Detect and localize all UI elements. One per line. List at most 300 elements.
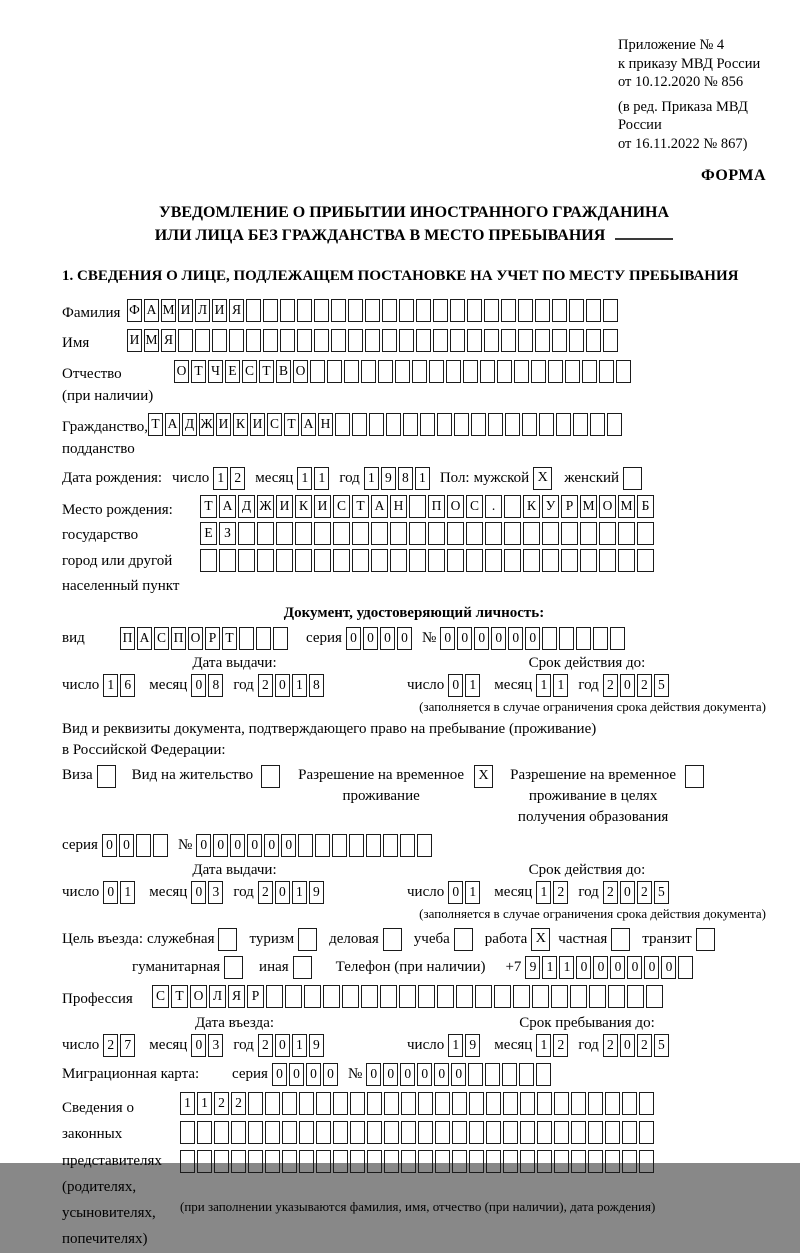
char-box[interactable] — [315, 834, 330, 857]
char-box[interactable]: 8 — [208, 674, 223, 697]
goal-humanitarian-checkbox[interactable] — [224, 956, 243, 979]
char-box[interactable] — [505, 413, 520, 436]
char-box[interactable] — [467, 299, 482, 322]
char-box[interactable]: А — [219, 495, 236, 518]
char-box[interactable] — [475, 985, 492, 1008]
char-box[interactable] — [365, 329, 380, 352]
char-box[interactable]: 1 — [553, 674, 568, 697]
goal-study-checkbox[interactable] — [454, 928, 473, 951]
char-box[interactable]: Т — [352, 495, 369, 518]
char-box[interactable] — [616, 360, 631, 383]
char-box[interactable]: 2 — [258, 1034, 273, 1057]
char-box[interactable] — [607, 413, 622, 436]
char-box[interactable] — [348, 299, 363, 322]
char-box[interactable] — [314, 522, 331, 545]
char-box[interactable]: 2 — [603, 881, 618, 904]
char-box[interactable]: 0 — [508, 627, 523, 650]
char-box[interactable] — [231, 1121, 246, 1144]
char-box[interactable]: 9 — [525, 956, 540, 979]
char-box[interactable]: 1 — [542, 956, 557, 979]
char-box[interactable]: 2 — [553, 881, 568, 904]
char-box[interactable] — [390, 522, 407, 545]
char-box[interactable] — [450, 329, 465, 352]
char-box[interactable] — [282, 1092, 297, 1115]
char-box[interactable] — [212, 329, 227, 352]
char-box[interactable]: 6 — [120, 674, 135, 697]
char-box[interactable]: 0 — [102, 834, 117, 857]
char-box[interactable] — [437, 985, 454, 1008]
char-box[interactable] — [504, 549, 521, 572]
char-box[interactable]: 0 — [383, 1063, 398, 1086]
char-box[interactable] — [333, 522, 350, 545]
char-box[interactable] — [316, 1092, 331, 1115]
char-box[interactable] — [593, 627, 608, 650]
char-box[interactable] — [371, 549, 388, 572]
char-box[interactable] — [501, 329, 516, 352]
char-box[interactable] — [542, 627, 557, 650]
char-box[interactable] — [214, 1121, 229, 1144]
char-box[interactable] — [276, 522, 293, 545]
temp-permit-checkbox[interactable]: X — [474, 765, 493, 788]
char-box[interactable]: 0 — [380, 627, 395, 650]
char-box[interactable]: 0 — [620, 1034, 635, 1057]
char-box[interactable] — [622, 1150, 637, 1173]
char-box[interactable] — [214, 1150, 229, 1173]
char-box[interactable]: 0 — [593, 956, 608, 979]
char-box[interactable] — [552, 299, 567, 322]
char-box[interactable]: 0 — [281, 834, 296, 857]
char-box[interactable]: 0 — [644, 956, 659, 979]
char-box[interactable] — [256, 627, 271, 650]
char-box[interactable] — [484, 299, 499, 322]
char-box[interactable]: О — [447, 495, 464, 518]
char-box[interactable]: 1 — [314, 467, 329, 490]
char-box[interactable]: 3 — [208, 881, 223, 904]
char-box[interactable]: 0 — [346, 627, 361, 650]
char-box[interactable] — [257, 549, 274, 572]
char-box[interactable]: 2 — [637, 674, 652, 697]
char-box[interactable]: 1 — [120, 881, 135, 904]
char-box[interactable] — [409, 495, 426, 518]
char-box[interactable] — [333, 1150, 348, 1173]
char-box[interactable] — [418, 985, 435, 1008]
char-box[interactable]: 2 — [603, 1034, 618, 1057]
char-box[interactable]: С — [154, 627, 169, 650]
char-box[interactable]: 0 — [196, 834, 211, 857]
char-box[interactable] — [246, 329, 261, 352]
char-box[interactable]: 5 — [654, 674, 669, 697]
char-box[interactable] — [627, 985, 644, 1008]
char-box[interactable]: Т — [284, 413, 299, 436]
char-box[interactable] — [488, 413, 503, 436]
char-box[interactable]: 2 — [258, 674, 273, 697]
char-box[interactable] — [361, 360, 376, 383]
char-box[interactable] — [314, 549, 331, 572]
char-box[interactable] — [520, 1150, 535, 1173]
char-box[interactable] — [295, 522, 312, 545]
char-box[interactable]: К — [233, 413, 248, 436]
char-box[interactable] — [522, 413, 537, 436]
char-box[interactable] — [589, 985, 606, 1008]
char-box[interactable] — [485, 522, 502, 545]
char-box[interactable] — [484, 329, 499, 352]
char-box[interactable] — [503, 1092, 518, 1115]
char-box[interactable] — [200, 549, 217, 572]
char-box[interactable] — [350, 1150, 365, 1173]
char-box[interactable] — [565, 360, 580, 383]
char-box[interactable] — [570, 985, 587, 1008]
char-box[interactable] — [468, 1063, 483, 1086]
char-box[interactable]: Е — [200, 522, 217, 545]
char-box[interactable] — [554, 1121, 569, 1144]
char-box[interactable]: 0 — [275, 881, 290, 904]
char-box[interactable] — [437, 413, 452, 436]
char-box[interactable]: 5 — [654, 1034, 669, 1057]
char-box[interactable] — [299, 1150, 314, 1173]
char-box[interactable] — [239, 627, 254, 650]
char-box[interactable]: 2 — [637, 1034, 652, 1057]
char-box[interactable]: М — [580, 495, 597, 518]
char-box[interactable] — [537, 1121, 552, 1144]
char-box[interactable]: С — [267, 413, 282, 436]
char-box[interactable] — [331, 329, 346, 352]
char-box[interactable] — [401, 1121, 416, 1144]
char-box[interactable] — [361, 985, 378, 1008]
char-box[interactable]: 1 — [465, 674, 480, 697]
char-box[interactable]: И — [314, 495, 331, 518]
char-box[interactable] — [265, 1150, 280, 1173]
char-box[interactable] — [501, 299, 516, 322]
char-box[interactable]: 2 — [231, 1092, 246, 1115]
char-box[interactable] — [536, 1063, 551, 1086]
char-box[interactable] — [367, 1092, 382, 1115]
char-box[interactable]: 1 — [448, 1034, 463, 1057]
char-box[interactable] — [446, 360, 461, 383]
char-box[interactable]: 9 — [465, 1034, 480, 1057]
char-box[interactable] — [467, 329, 482, 352]
char-box[interactable]: А — [371, 495, 388, 518]
char-box[interactable] — [580, 549, 597, 572]
char-box[interactable]: Ж — [257, 495, 274, 518]
char-box[interactable] — [535, 329, 550, 352]
char-box[interactable] — [412, 360, 427, 383]
goal-private-checkbox[interactable] — [611, 928, 630, 951]
residence-permit-checkbox[interactable] — [261, 765, 280, 788]
char-box[interactable]: 0 — [191, 881, 206, 904]
char-box[interactable] — [610, 627, 625, 650]
char-box[interactable]: З — [219, 522, 236, 545]
char-box[interactable] — [535, 299, 550, 322]
char-box[interactable] — [263, 299, 278, 322]
char-box[interactable] — [231, 1150, 246, 1173]
char-box[interactable]: 0 — [440, 627, 455, 650]
char-box[interactable] — [561, 522, 578, 545]
char-box[interactable] — [367, 1150, 382, 1173]
char-box[interactable] — [280, 299, 295, 322]
char-box[interactable] — [523, 549, 540, 572]
char-box[interactable]: 0 — [247, 834, 262, 857]
char-box[interactable] — [352, 549, 369, 572]
char-box[interactable] — [559, 627, 574, 650]
char-box[interactable] — [297, 329, 312, 352]
char-box[interactable] — [456, 985, 473, 1008]
char-box[interactable]: Р — [561, 495, 578, 518]
char-box[interactable] — [480, 360, 495, 383]
char-box[interactable] — [599, 549, 616, 572]
char-box[interactable] — [420, 413, 435, 436]
char-box[interactable] — [435, 1121, 450, 1144]
char-box[interactable] — [502, 1063, 517, 1086]
char-box[interactable] — [238, 549, 255, 572]
char-box[interactable] — [248, 1150, 263, 1173]
char-box[interactable]: Р — [205, 627, 220, 650]
char-box[interactable] — [573, 413, 588, 436]
char-box[interactable]: 9 — [381, 467, 396, 490]
char-box[interactable]: 0 — [191, 674, 206, 697]
char-box[interactable] — [265, 1121, 280, 1144]
char-box[interactable] — [618, 549, 635, 572]
char-box[interactable] — [417, 834, 432, 857]
char-box[interactable] — [384, 1150, 399, 1173]
char-box[interactable]: 9 — [309, 881, 324, 904]
char-box[interactable] — [447, 522, 464, 545]
char-box[interactable] — [463, 360, 478, 383]
char-box[interactable] — [603, 299, 618, 322]
char-box[interactable] — [486, 1150, 501, 1173]
char-box[interactable] — [386, 413, 401, 436]
char-box[interactable]: 1 — [536, 881, 551, 904]
char-box[interactable] — [514, 360, 529, 383]
char-box[interactable]: 0 — [366, 1063, 381, 1086]
char-box[interactable]: С — [152, 985, 169, 1008]
char-box[interactable] — [554, 1150, 569, 1173]
char-box[interactable]: П — [120, 627, 135, 650]
char-box[interactable]: 5 — [654, 881, 669, 904]
char-box[interactable] — [316, 1150, 331, 1173]
char-box[interactable] — [537, 1150, 552, 1173]
char-box[interactable] — [401, 1092, 416, 1115]
char-box[interactable] — [435, 1150, 450, 1173]
char-box[interactable]: Я — [229, 299, 244, 322]
char-box[interactable] — [454, 413, 469, 436]
goal-business-checkbox[interactable] — [383, 928, 402, 951]
char-box[interactable] — [586, 329, 601, 352]
char-box[interactable]: 0 — [191, 1034, 206, 1057]
char-box[interactable] — [466, 522, 483, 545]
char-box[interactable]: 2 — [258, 881, 273, 904]
char-box[interactable] — [519, 1063, 534, 1086]
char-box[interactable] — [418, 1121, 433, 1144]
sex-male-checkbox[interactable]: X — [533, 467, 552, 490]
char-box[interactable] — [532, 985, 549, 1008]
char-box[interactable] — [471, 413, 486, 436]
char-box[interactable]: И — [178, 299, 193, 322]
char-box[interactable] — [433, 299, 448, 322]
char-box[interactable]: О — [188, 627, 203, 650]
char-box[interactable] — [265, 1092, 280, 1115]
char-box[interactable] — [333, 1092, 348, 1115]
char-box[interactable]: 0 — [661, 956, 676, 979]
char-box[interactable] — [418, 1092, 433, 1115]
char-box[interactable]: 8 — [398, 467, 413, 490]
sex-female-checkbox[interactable] — [623, 467, 642, 490]
char-box[interactable] — [298, 834, 313, 857]
char-box[interactable]: 3 — [208, 1034, 223, 1057]
char-box[interactable] — [390, 549, 407, 572]
char-box[interactable]: 0 — [610, 956, 625, 979]
char-box[interactable] — [452, 1150, 467, 1173]
char-box[interactable] — [400, 834, 415, 857]
char-box[interactable] — [599, 360, 614, 383]
char-box[interactable] — [369, 413, 384, 436]
char-box[interactable] — [248, 1092, 263, 1115]
char-box[interactable] — [382, 329, 397, 352]
char-box[interactable]: 0 — [119, 834, 134, 857]
char-box[interactable]: И — [212, 299, 227, 322]
char-box[interactable]: . — [485, 495, 502, 518]
char-box[interactable] — [469, 1121, 484, 1144]
char-box[interactable] — [136, 834, 151, 857]
char-box[interactable] — [180, 1121, 195, 1144]
char-box[interactable] — [452, 1092, 467, 1115]
char-box[interactable] — [342, 985, 359, 1008]
char-box[interactable]: П — [428, 495, 445, 518]
char-box[interactable] — [333, 1121, 348, 1144]
char-box[interactable] — [678, 956, 693, 979]
char-box[interactable] — [542, 549, 559, 572]
char-box[interactable] — [618, 522, 635, 545]
char-box[interactable]: 0 — [306, 1063, 321, 1086]
char-box[interactable] — [416, 299, 431, 322]
char-box[interactable] — [561, 549, 578, 572]
char-box[interactable]: 0 — [264, 834, 279, 857]
char-box[interactable] — [246, 299, 261, 322]
char-box[interactable] — [384, 1121, 399, 1144]
char-box[interactable]: 2 — [603, 674, 618, 697]
char-box[interactable]: 0 — [620, 881, 635, 904]
char-box[interactable]: 0 — [230, 834, 245, 857]
char-box[interactable]: 0 — [103, 881, 118, 904]
char-box[interactable] — [590, 413, 605, 436]
char-box[interactable]: Я — [228, 985, 245, 1008]
char-box[interactable] — [378, 360, 393, 383]
char-box[interactable]: К — [523, 495, 540, 518]
title-blank-line[interactable] — [615, 226, 673, 240]
char-box[interactable] — [588, 1150, 603, 1173]
char-box[interactable] — [428, 549, 445, 572]
char-box[interactable] — [497, 360, 512, 383]
goal-tourism-checkbox[interactable] — [298, 928, 317, 951]
char-box[interactable]: Б — [637, 495, 654, 518]
char-box[interactable] — [219, 549, 236, 572]
char-box[interactable]: 1 — [297, 467, 312, 490]
char-box[interactable]: В — [276, 360, 291, 383]
char-box[interactable] — [297, 299, 312, 322]
goal-other-checkbox[interactable] — [293, 956, 312, 979]
char-box[interactable] — [349, 834, 364, 857]
char-box[interactable]: 1 — [465, 881, 480, 904]
char-box[interactable] — [504, 522, 521, 545]
char-box[interactable]: 1 — [415, 467, 430, 490]
char-box[interactable]: 1 — [536, 1034, 551, 1057]
char-box[interactable] — [299, 1121, 314, 1144]
char-box[interactable]: 1 — [197, 1092, 212, 1115]
char-box[interactable] — [273, 627, 288, 650]
char-box[interactable]: И — [276, 495, 293, 518]
char-box[interactable]: Н — [390, 495, 407, 518]
char-box[interactable]: И — [216, 413, 231, 436]
char-box[interactable] — [433, 329, 448, 352]
char-box[interactable] — [384, 1092, 399, 1115]
char-box[interactable]: И — [250, 413, 265, 436]
char-box[interactable] — [551, 985, 568, 1008]
char-box[interactable] — [504, 495, 521, 518]
char-box[interactable] — [447, 549, 464, 572]
char-box[interactable] — [503, 1150, 518, 1173]
char-box[interactable]: 0 — [576, 956, 591, 979]
char-box[interactable]: Т — [200, 495, 217, 518]
char-box[interactable] — [403, 413, 418, 436]
char-box[interactable] — [295, 549, 312, 572]
char-box[interactable]: М — [161, 299, 176, 322]
char-box[interactable] — [352, 413, 367, 436]
char-box[interactable] — [552, 329, 567, 352]
char-box[interactable]: 0 — [363, 627, 378, 650]
char-box[interactable] — [416, 329, 431, 352]
char-box[interactable]: 1 — [213, 467, 228, 490]
char-box[interactable]: А — [301, 413, 316, 436]
char-box[interactable]: 0 — [323, 1063, 338, 1086]
char-box[interactable] — [518, 299, 533, 322]
char-box[interactable] — [576, 627, 591, 650]
edu-permit-checkbox[interactable] — [685, 765, 704, 788]
char-box[interactable] — [646, 985, 663, 1008]
char-box[interactable]: 0 — [213, 834, 228, 857]
char-box[interactable] — [399, 299, 414, 322]
char-box[interactable] — [350, 1092, 365, 1115]
char-box[interactable] — [263, 329, 278, 352]
char-box[interactable] — [382, 299, 397, 322]
char-box[interactable] — [531, 360, 546, 383]
char-box[interactable] — [450, 299, 465, 322]
char-box[interactable]: Ф — [127, 299, 142, 322]
char-box[interactable] — [469, 1092, 484, 1115]
char-box[interactable]: 2 — [637, 881, 652, 904]
char-box[interactable]: К — [295, 495, 312, 518]
char-box[interactable]: Н — [318, 413, 333, 436]
char-box[interactable]: 0 — [474, 627, 489, 650]
char-box[interactable]: 0 — [451, 1063, 466, 1086]
char-box[interactable]: 0 — [289, 1063, 304, 1086]
char-box[interactable]: У — [542, 495, 559, 518]
char-box[interactable] — [485, 549, 502, 572]
char-box[interactable] — [282, 1150, 297, 1173]
char-box[interactable] — [494, 985, 511, 1008]
char-box[interactable] — [523, 522, 540, 545]
char-box[interactable] — [466, 549, 483, 572]
char-box[interactable] — [332, 834, 347, 857]
char-box[interactable] — [350, 1121, 365, 1144]
char-box[interactable]: 0 — [275, 1034, 290, 1057]
char-box[interactable]: А — [165, 413, 180, 436]
char-box[interactable] — [520, 1092, 535, 1115]
char-box[interactable] — [608, 985, 625, 1008]
char-box[interactable] — [599, 522, 616, 545]
char-box[interactable]: Т — [171, 985, 188, 1008]
char-box[interactable] — [299, 1092, 314, 1115]
char-box[interactable] — [637, 549, 654, 572]
char-box[interactable]: Е — [225, 360, 240, 383]
